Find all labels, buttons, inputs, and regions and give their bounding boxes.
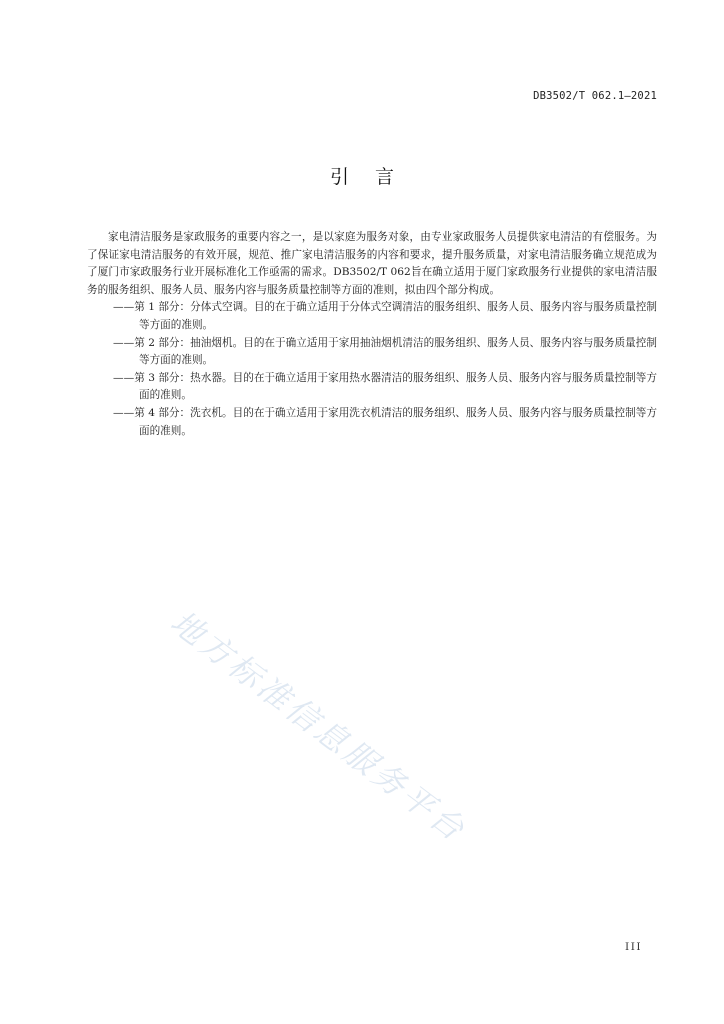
part-item-3: ——第 3 部分：热水器。目的在于确立适用于家用热水器清洁的服务组织、服务人员、服务内容与服务质量控制等方面的准则。 bbox=[113, 371, 657, 402]
page-number: III bbox=[625, 941, 642, 953]
part-item-2: ——第 2 部分：抽油烟机。目的在于确立适用于家用抽油烟机清洁的服务组织、服务人员、服务内容与服务质量控制等方面的准则。 bbox=[113, 336, 657, 367]
part-item-1: ——第 1 部分：分体式空调。目的在于确立适用于分体式空调清洁的服务组织、服务人员、服务内容与服务质量控制等方面的准则。 bbox=[113, 301, 657, 331]
part-item-4: ——第 4 部分：洗衣机。目的在于确立适用于家用洗衣机清洁的服务组织、服务人员、服务内容与服务质量控制等方面的准则。 bbox=[113, 406, 657, 437]
intro-paragraph: 家电清洁服务是家政服务的重要内容之一，是以家庭为服务对象，由专业家政服务人员提供家电清洁的有偿服务。为了保证家电清洁服务的有效开展，规范、推广家电清洁服务的内容和要求，提升服务质量，对家电清洁服务确立规范成为了厦门市家政服务行业开展标准化工作亟需的需求。DB3502/T 062旨在确立适用于厦门家政服务行业提供的家电清洁服务的服务组织、服务人员、服务内容与服务质量控制等方面的准则，拟由四个部分构成。 bbox=[87, 231, 657, 296]
page-title: 引言 bbox=[329, 166, 420, 188]
document-code: DB3502/T 062.1—2021 bbox=[533, 90, 657, 102]
watermark: 地方标准信息服务平台 bbox=[163, 602, 474, 850]
body-text bbox=[87, 229, 657, 440]
